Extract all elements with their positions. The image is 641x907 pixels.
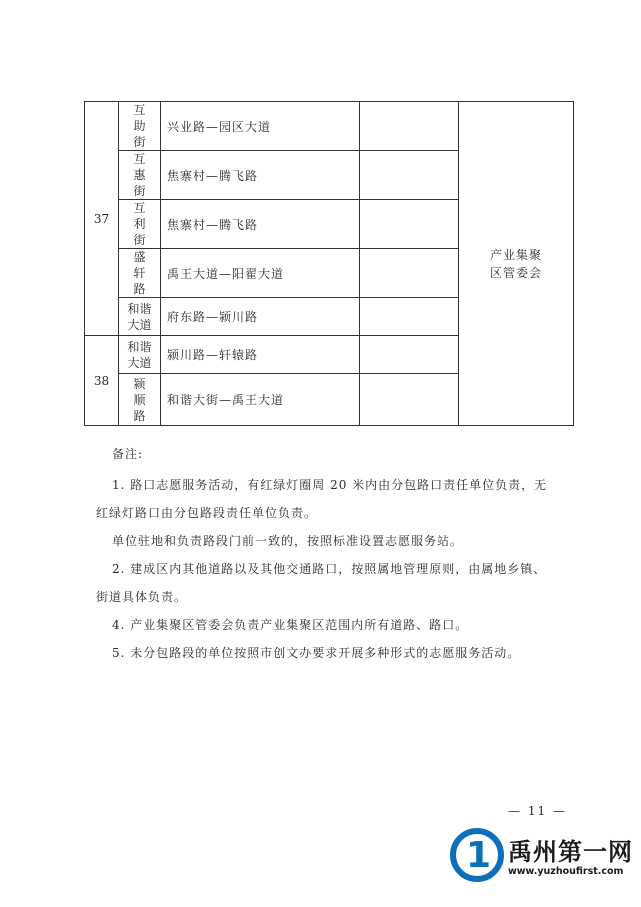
table-row — [85, 102, 574, 151]
note-item: 单位驻地和负责路段门前一致的，按照标准设置志愿服务站。 — [112, 534, 464, 548]
blank-cell — [360, 336, 459, 374]
site-logo — [444, 822, 633, 894]
note-item: 4. 产业集聚区管委会负责产业集聚区范围内所有道路、路口。 — [112, 618, 469, 632]
logo-url: www.yuzhoufirst.com — [508, 866, 624, 877]
route-segment: 禹王大道—阳翟大道 — [161, 249, 360, 298]
street-name: 和谐大道 — [119, 298, 161, 336]
blank-cell — [360, 200, 459, 249]
responsible-unit: 产业集聚区管委会 — [459, 102, 574, 426]
blank-cell — [360, 102, 459, 151]
street-name: 互利街 — [119, 200, 161, 249]
notes-title: 备注: — [112, 447, 144, 461]
note-item: 2. 建成区内其他道路以及其他交通路口，按照属地管理原则，由属地乡镇、街道具体负责。 — [96, 562, 547, 604]
logo-one-icon: 1 — [466, 835, 492, 876]
route-segment: 焦寨村—腾飞路 — [161, 200, 360, 249]
blank-cell — [360, 374, 459, 426]
route-segment: 府东路—颍川路 — [161, 298, 360, 336]
blank-cell — [360, 151, 459, 200]
page-number: — 11 — — [508, 804, 567, 818]
street-name: 颍顺路 — [119, 374, 161, 426]
route-segment: 和谐大街—禹王大道 — [161, 374, 360, 426]
blank-cell — [360, 298, 459, 336]
note-item: 5. 未分包路段的单位按照市创文办要求开展多种形式的志愿服务活动。 — [112, 646, 521, 660]
group-number: 37 — [85, 102, 119, 336]
street-name: 互惠街 — [119, 151, 161, 200]
route-segment: 兴业路—园区大道 — [161, 102, 360, 151]
logo-text: 禹州第一网 — [508, 838, 633, 866]
blank-cell — [360, 249, 459, 298]
street-name: 互助街 — [119, 102, 161, 151]
note-item: 1. 路口志愿服务活动，有红绿灯圈周 20 米内由分包路口责任单位负责，无红绿灯路口由分包路段责任单位负责。 — [96, 478, 548, 520]
assignment-table — [84, 101, 574, 426]
street-name: 和谐大道 — [119, 336, 161, 374]
route-segment: 颍川路—轩辕路 — [161, 336, 360, 374]
group-number: 38 — [85, 336, 119, 426]
route-segment: 焦寨村—腾飞路 — [161, 151, 360, 200]
street-name: 盛轩路 — [119, 249, 161, 298]
